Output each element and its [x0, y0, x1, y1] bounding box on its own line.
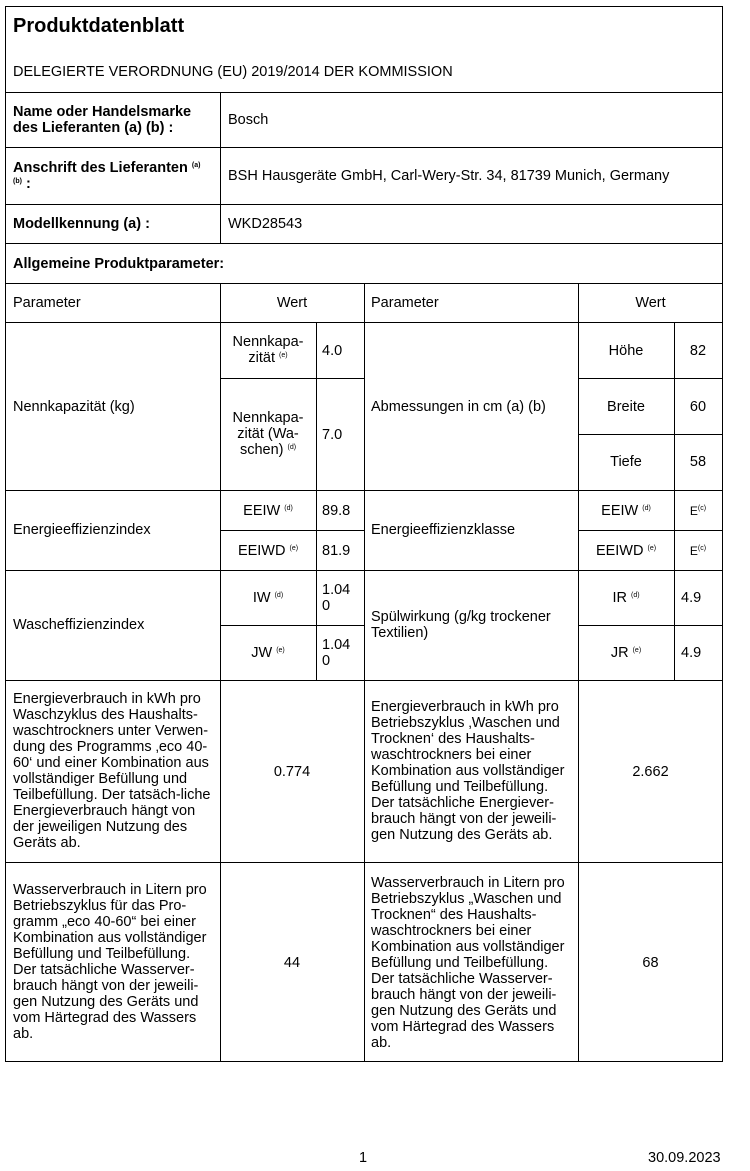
width-label: Breite [607, 399, 645, 415]
page-number: 1 [359, 1150, 368, 1166]
energy-wash-value: 0.774 [273, 764, 311, 780]
supplier-name-label: Name oder Handelsmarke des Lieferanten (a) (b) : [13, 104, 192, 136]
capacity-sub2-label: Nennkapa-zität (Wa-schen) $^{(d)}$ [232, 410, 304, 458]
footer-date: 30.09.2023 [648, 1150, 721, 1166]
rinse-sub1-value: 4.9 [681, 590, 702, 606]
height-value: 82 [689, 343, 707, 359]
capacity-sub1-label: Nennkapa-zität $^{(e)}$ [232, 334, 304, 366]
water-wash-value: 44 [283, 955, 301, 971]
wash-sub1-value: 1.04 0 [322, 582, 351, 614]
depth-label: Tiefe [610, 454, 642, 470]
water-cycle-value: 68 [642, 955, 659, 971]
eec-sub1-value: $E^{(c)}$ [689, 504, 707, 518]
model-label: Modellkennung (a) : [13, 216, 150, 232]
supplier-address-label: Anschrift des Lieferanten $^{(a)}$ $^{(b)}$ : [13, 160, 201, 192]
model-value: WKD28543 [228, 216, 303, 232]
eec-sub2-label: EEIWD $^{(e)}$ [595, 543, 657, 559]
col-param-right: Parameter [371, 295, 439, 311]
wash-sub2-label: JW $^{(e)}$ [251, 645, 285, 661]
dimensions-label: Abmessungen in cm (a) (b) [371, 399, 546, 415]
width-value: 60 [689, 399, 707, 415]
energy-cycle-value: 2.662 [632, 764, 669, 780]
rinse-sub2-label: JR $^{(e)}$ [610, 645, 642, 661]
rinse-sub1-label: IR $^{(d)}$ [612, 590, 640, 606]
eei-label: Energieeffizienzindex [13, 522, 151, 538]
rinse-sub2-value: 4.9 [681, 645, 702, 661]
capacity-sub1-value: 4.0 [322, 343, 343, 359]
eei-sub1-value: 89.8 [322, 503, 351, 519]
supplier-name-value: Bosch [228, 112, 269, 128]
eei-sub2-label: EEIWD $^{(e)}$ [237, 543, 299, 559]
height-label: Höhe [608, 343, 644, 359]
eei-sub1-label: EEIW $^{(d)}$ [243, 503, 293, 519]
col-param-left: Parameter [13, 295, 81, 311]
regulation-text: DELEGIERTE VERORDNUNG (EU) 2019/2014 DER KOMMISSION [13, 64, 453, 80]
energy-cycle-label: Energieverbrauch in kWh pro Betriebszyklus ‚Waschen und Trocknen‘ des Haushalts-waschtrockners bei einer Kombination aus vollständiger Befüllung und Teilbefüllung. Der tatsächliche Energiever-brauch hängt von der jeweili-gen Nutzung des Geräts ab. [371, 699, 565, 843]
col-value-left: Wert [276, 295, 308, 311]
eec-label: Energieeffizienzklasse [371, 522, 516, 538]
capacity-sub2-value: 7.0 [322, 427, 343, 443]
capacity-label: Nennkapazität (kg) [13, 399, 135, 415]
eei-sub2-value: 81.9 [322, 543, 351, 559]
page-title: Produktdatenblatt [13, 15, 185, 37]
wash-sub1-label: IW $^{(d)}$ [252, 590, 284, 606]
eec-sub2-value: $E^{(c)}$ [689, 544, 707, 558]
water-cycle-label: Wasserverbrauch in Litern pro Betriebszyklus „Waschen und Trocknen“ des Haushalts-waschtrockners bei einer Kombination aus vollständiger Befüllung und Teilbefüllung. Der tatsächliche Wasserver-brauch hängt von der jeweili-gen Nutzung des Geräts und vom Härtegrad des Wassers ab. [371, 875, 565, 1051]
rinse-label: Spülwirkung (g/kg trockener Textilien) [371, 609, 551, 641]
water-wash-label: Wasserverbrauch in Litern pro Betriebszyklus für das Pro-gramm „eco 40-60“ bei einer Kombination aus vollständiger Befüllung und Teilbefüllung. Der tatsächliche Wasserver-brauch hängt von der jeweili-gen Nutzung des Geräts und vom Härtegrad des Wassers ab. [13, 882, 207, 1042]
supplier-address-value: BSH Hausgeräte GmbH, Carl-Wery-Str. 34, 81739 Munich, Germany [228, 168, 670, 184]
eec-sub1-label: EEIW $^{(d)}$ [601, 503, 651, 519]
energy-wash-label: Energieverbrauch in kWh pro Waschzyklus des Haushalts-waschtrockners unter Verwen-dung des Programms ‚eco 40-60‘ und einer Kombination aus vollständiger Befüllung und Teilbefüllung. Der tatsäch-liche Energieverbrauch hängt von der jeweiligen Nutzung des Geräts ab. [13, 691, 211, 851]
general-heading: Allgemeine Produktparameter: [13, 256, 225, 272]
depth-value: 58 [689, 454, 707, 470]
wash-sub2-value: 1.04 0 [322, 637, 351, 669]
col-value-right: Wert [635, 295, 666, 311]
wash-label: Wascheffizienzindex [13, 617, 145, 633]
